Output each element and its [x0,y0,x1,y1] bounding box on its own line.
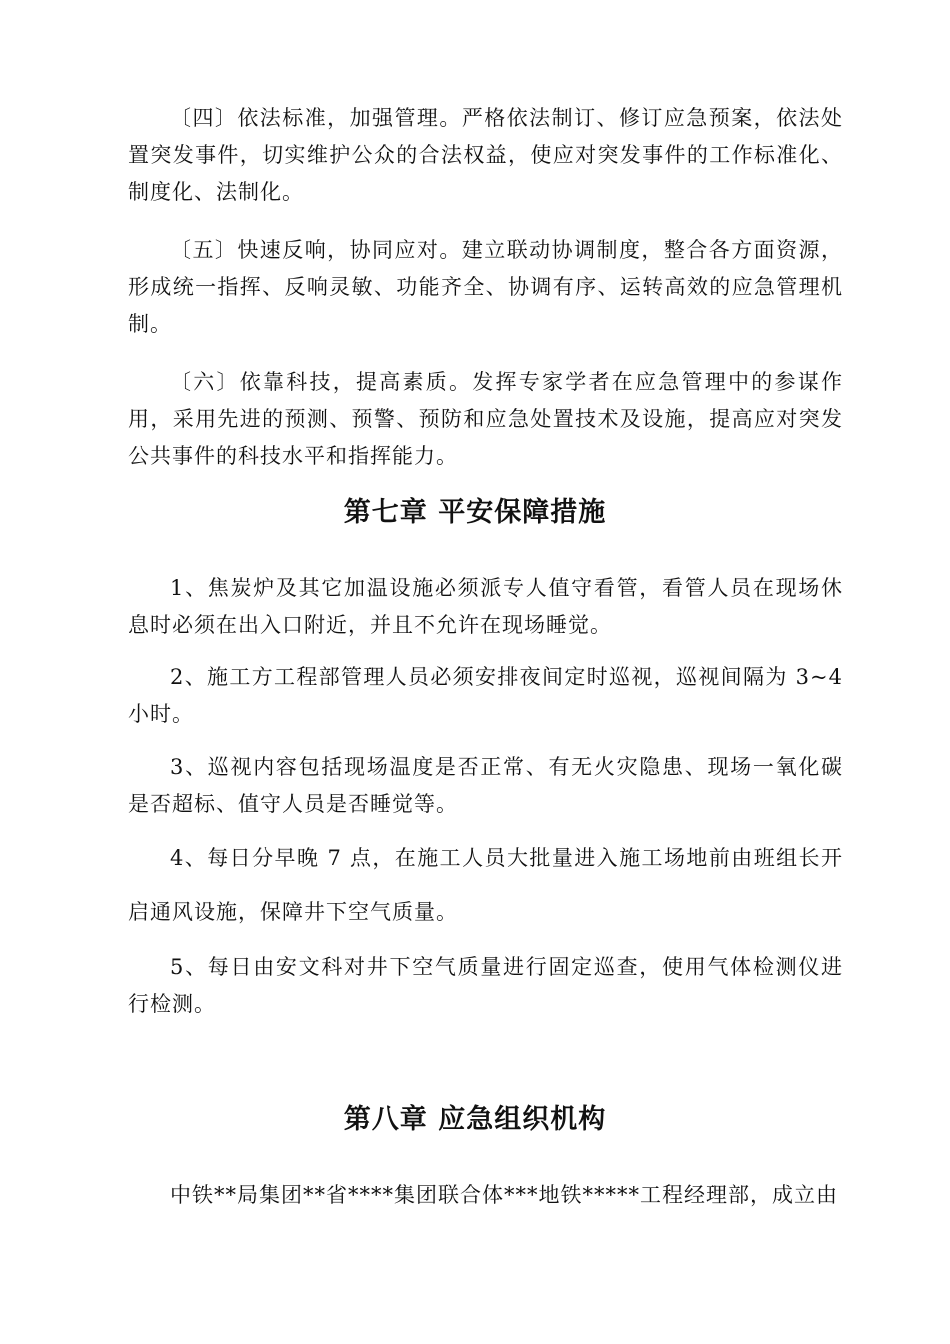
chapter-7-title: 第七章 平安保障措施 [343,497,607,528]
chapter-7-item-3: 3、巡视内容包括现场温度是否正常、有无火灾隐患、现场一氧化碳是否超标、值守人员是否睡觉等。 [128,755,843,816]
chapter-7-item-5: 5、每日由安文科对井下空气质量进行固定巡查，使用气体检测仪进行检测。 [128,955,843,1016]
chapter-8-title: 第八章 应急组织机构 [343,1104,607,1135]
principle-6-paragraph: 〔六〕依靠科技，提高素质。发挥专家学者在应急管理中的参谋作用，采用先进的预测、预警、预防和应急处置技术及设施，提高应对突发公共事件的科技水平和指挥能力。 [128,370,843,468]
chapter-7-item-4: 4、每日分早晚 7 点，在施工人员大批量进入施工场地前由班组长开启通风设施，保障井下空气质量。 [128,846,843,924]
principle-4-paragraph: 〔四〕依法标准，加强管理。严格依法制订、修订应急预案，依法处置突发事件，切实维护公众的合法权益，使应对突发事件的工作标准化、制度化、法制化。 [128,106,843,204]
principle-5-paragraph: 〔五〕快速反响，协同应对。建立联动协调制度，整合各方面资源，形成统一指挥、反响灵敏、功能齐全、协调有序、运转高效的应急管理机制。 [128,238,843,336]
chapter-7-item-2: 2、施工方工程部管理人员必须安排夜间定时巡视，巡视间隔为 3~4 小时。 [128,665,843,726]
chapter-7-item-1: 1、焦炭炉及其它加温设施必须派专人值守看管，看管人员在现场休息时必须在出入口附近，并且不允许在现场睡觉。 [128,576,843,637]
chapter-8-intro: 中铁**局集团**省****集团联合体***地铁*****工程经理部，成立由 [170,1183,838,1207]
